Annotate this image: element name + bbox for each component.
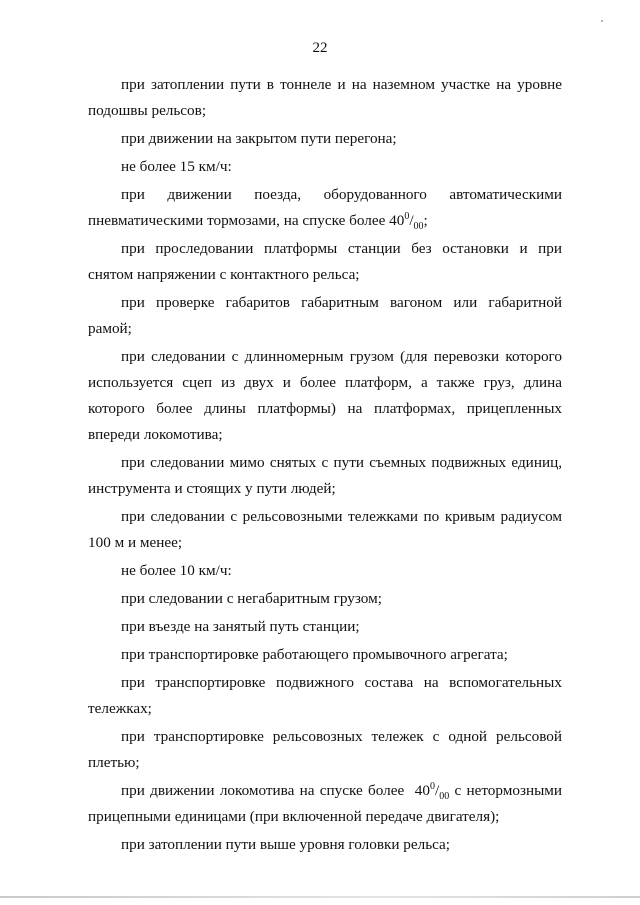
scan-speck: [601, 20, 603, 22]
paragraph-washing-unit: при транспортировке работающего промывочного агрегата;: [121, 646, 508, 663]
paragraph-speed-10: не более 10 км/ч:: [121, 562, 232, 579]
paragraph-rail-carts-curves: при следовании с рельсовозными тележками по кривым радиусом 100 м и менее;: [88, 508, 562, 551]
slope-value: 40: [414, 782, 430, 799]
slope-value: 40: [389, 212, 405, 229]
paragraph-platform-passing: при проследовании платформы станции без остановки и при снятом напряжении с контактного рельса;: [88, 240, 562, 283]
paragraph-locomotive-slope: при движении локомотива на спуске более $40^0/_{00}$ с нетормозными прицепными единицами (при включенной передаче двигателя);: [88, 780, 563, 825]
slope-subscript: 00: [413, 221, 424, 233]
paragraph-text: при движении локомотива на спуске более: [121, 782, 405, 799]
scan-edge-line: [0, 896, 640, 898]
slope-superscript: 0: [404, 210, 410, 222]
paragraph-flooding-tunnel: при затоплении пути в тоннеле и на наземном участке на уровне подошвы рельсов;: [88, 76, 562, 119]
paragraph-text-continued: с нетормозными прицепными единицами (при включенной передаче двигателя);: [88, 782, 563, 825]
paragraph-train-brakes-slope: при движении поезда, оборудованного автоматическими пневматическими тормозами, на спуске более $40^0/_{00}$;: [88, 186, 562, 233]
paragraph-gauge-check: при проверке габаритов габаритным вагоном или габаритной рамой;: [88, 294, 562, 337]
paragraph-oversized-cargo: при следовании с негабаритным грузом;: [121, 590, 382, 607]
paragraph-long-cargo: при следовании с длинномерным грузом (для перевозки которого используется сцеп из двух и более платформ, а также груз, длина которого более длины платформы) на платформах, прицепленных впереди локомотива;: [88, 348, 562, 443]
slope-subscript: 00: [439, 791, 450, 803]
paragraph-closed-track: при движении на закрытом пути перегона;: [121, 130, 397, 147]
paragraph-occupied-track: при въезде на занятый путь станции;: [121, 618, 360, 635]
paragraph-single-rail-string: при транспортировке рельсовозных тележек с одной рельсовой плетью;: [88, 728, 562, 771]
document-body: [88, 72, 562, 858]
paragraph-speed-15: не более 15 км/ч:: [121, 158, 232, 175]
paragraph-flooding-above-rail: при затоплении пути выше уровня головки рельса;: [121, 836, 451, 853]
paragraph-text: при движении поезда, оборудованного автоматическими пневматическими тормозами, на спуске более: [88, 186, 562, 229]
slope-superscript: 0: [429, 780, 435, 792]
paragraph-passing-removed-units: при следовании мимо снятых с пути съемных подвижных единиц, инструмента и стоящих у пути людей;: [88, 454, 562, 497]
page-number: 22: [312, 40, 328, 56]
slope-tail: ;: [423, 212, 428, 229]
paragraph-auxiliary-carts: при транспортировке подвижного состава на вспомогательных тележках;: [88, 674, 562, 717]
